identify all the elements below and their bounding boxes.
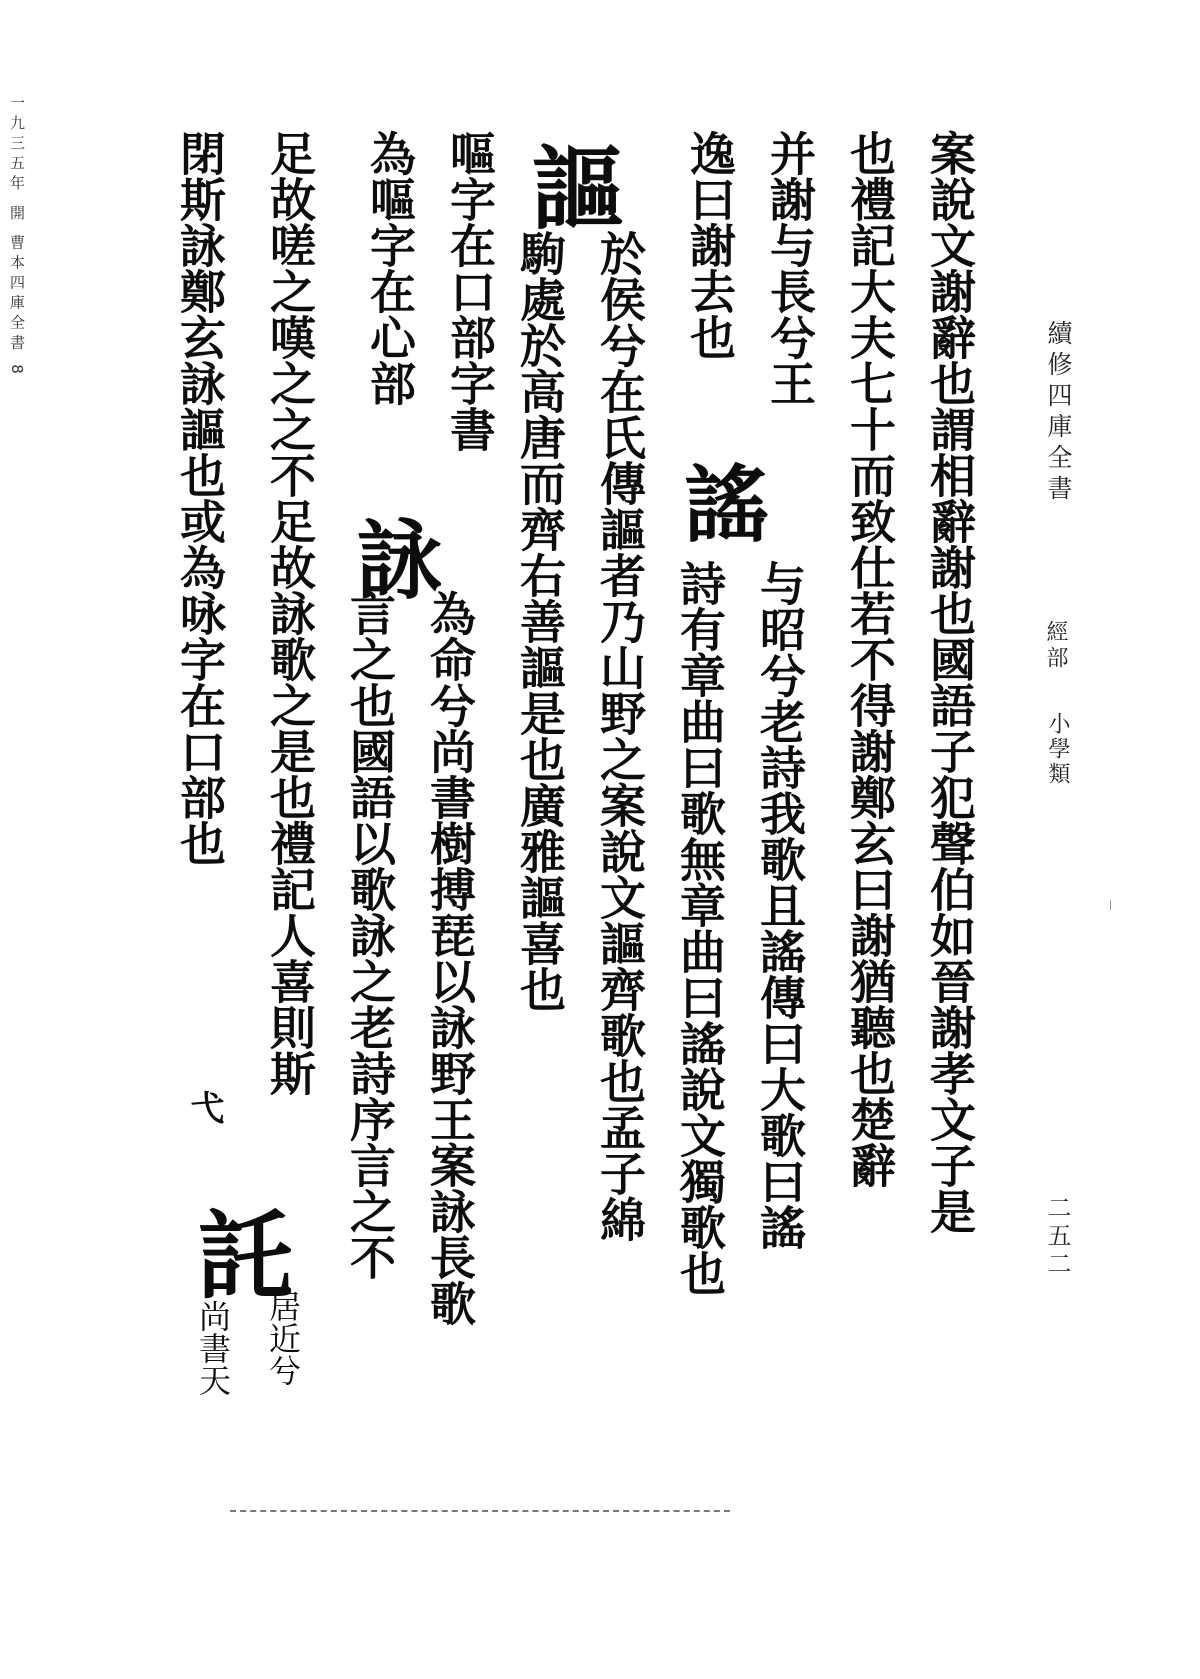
margin-stamp: 一九三五年 開 曹本四庫全書 8 — [8, 95, 26, 379]
text-column-4: 逸曰謝去也 — [683, 130, 737, 360]
bottom-rule — [230, 1510, 730, 1512]
section-label: 經部 — [1043, 620, 1068, 672]
text-column-13: 足故嗟之嘆之之不足故詠歌之是也禮記人喜則斯 — [263, 130, 317, 1096]
page-number: 二五二 — [1043, 1195, 1071, 1279]
head-character-tuo: 託 — [182, 1205, 295, 1301]
column-end-note: 弋 — [184, 1090, 224, 1124]
tuo-note-2: 尚書天 — [194, 1300, 232, 1396]
text-column-9: 嘔字在口部字書 — [443, 130, 497, 452]
text-column-1: 案說文謝辭也謂相辭謝也國語子犯聲伯如晉謝孝文子是 — [923, 130, 977, 1234]
head-character-ou: 謳 — [517, 140, 625, 232]
category-label: 小學類 — [1045, 712, 1070, 787]
text-column-8: 駒處於高唐而齊右善謳是也廣雅謳喜也 — [513, 230, 567, 1012]
text-column-3: 并謝与長兮王 — [763, 130, 817, 406]
tuo-note-1: 居近兮 — [264, 1290, 302, 1386]
text-column-11: 為命兮尚書樹搏琵以詠野王案詠長歌 — [423, 590, 477, 1326]
margin-tick — [1110, 900, 1111, 910]
head-character-yong: 詠 — [342, 515, 443, 601]
text-column-7: 於侯兮在氏傳謳者乃山野之案說文謳齊歌也孟子綿 — [593, 230, 647, 1242]
head-character-yao: 謠 — [671, 460, 770, 544]
text-column-6: 詩有章曲曰歌無章曲曰謠說文獨歌也 — [673, 560, 727, 1296]
text-column-2: 也禮記大夫七十而致仕若不得謝鄭玄曰謝猶聽也楚辭 — [843, 130, 897, 1188]
collection-title: 續修四庫全書 — [1044, 320, 1073, 506]
text-column-14: 閉斯詠鄭玄詠謳也或為咏字在口部也 — [173, 130, 227, 866]
text-column-5: 与昭兮老詩我歌且謠傳曰大歌曰謠 — [753, 560, 807, 1250]
text-column-10: 為嘔字在心部 — [363, 130, 417, 406]
text-column-12: 言之也國語以歌詠之老詩序言之不 — [343, 590, 397, 1280]
